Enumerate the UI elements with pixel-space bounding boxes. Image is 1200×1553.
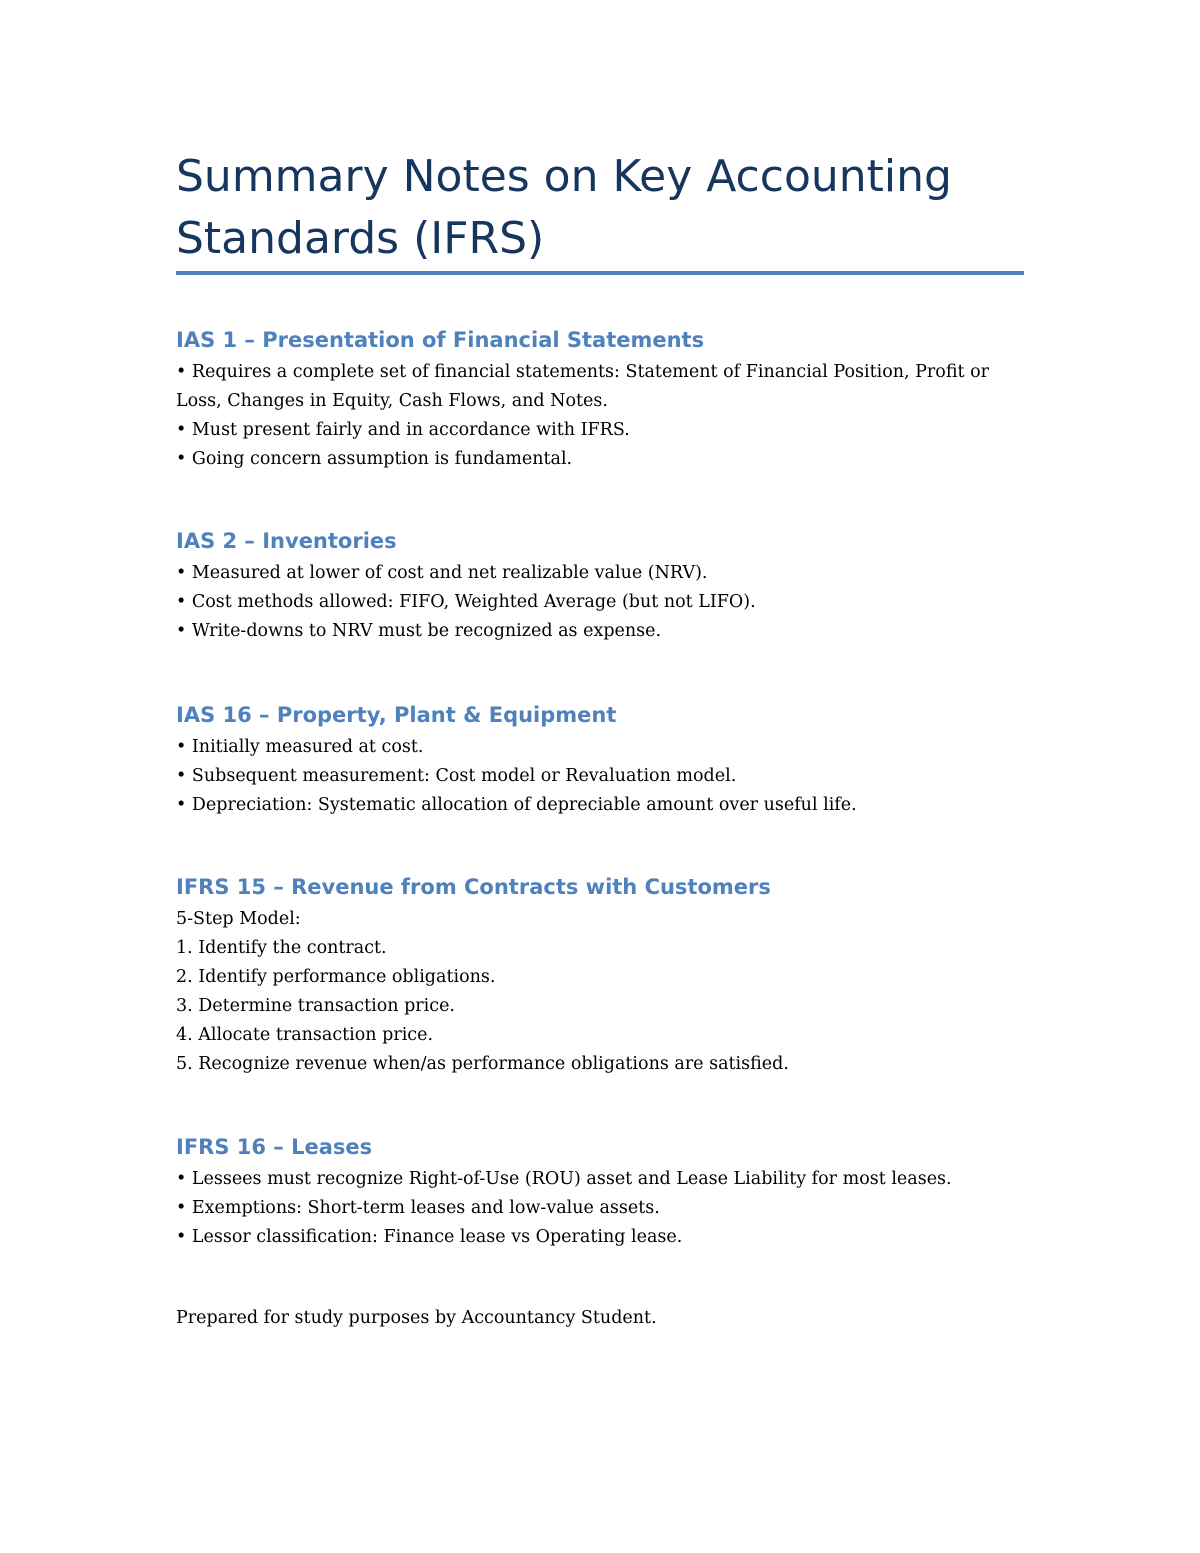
section-ias-1 <box>176 326 1036 474</box>
bullet-line: • Lessor classification: Finance lease vs Operating lease. <box>176 1227 683 1247</box>
section-ias-16 <box>176 701 1036 820</box>
bullet-line: • Going concern assumption is fundamental. <box>176 449 573 469</box>
list-line: 3. Determine transaction price. <box>176 996 455 1016</box>
list-line: 5. Recognize revenue when/as performance obligations are satisfied. <box>176 1054 789 1074</box>
list-line: 2. Identify performance obligations. <box>176 967 496 987</box>
section-heading: IFRS 16 – Leases <box>176 1135 373 1159</box>
bullet-line: • Requires a complete set of financial statements: Statement of Financial Position, Profit or Loss, Changes in Equity, Cash Flows, and Notes. <box>176 362 989 411</box>
section-ifrs-16 <box>176 1133 1036 1252</box>
bullet-line: • Subsequent measurement: Cost model or Revaluation model. <box>176 766 737 786</box>
list-line: 1. Identify the contract. <box>176 938 387 958</box>
bullet-line: • Must present fairly and in accordance with IFRS. <box>176 420 630 440</box>
section-ifrs-15 <box>176 873 1036 1079</box>
bullet-line: • Cost methods allowed: FIFO, Weighted Average (but not LIFO). <box>176 592 756 612</box>
footer-note: Prepared for study purposes by Accountancy Student. <box>176 1308 657 1328</box>
section-heading: IAS 2 – Inventories <box>176 529 397 553</box>
bullet-line: • Lessees must recognize Right-of-Use (ROU) asset and Lease Liability for most leases. <box>176 1169 952 1189</box>
section-ias-2 <box>176 527 1036 646</box>
section-heading: IAS 16 – Property, Plant & Equipment <box>176 703 617 727</box>
list-line: 5-Step Model: <box>176 909 301 929</box>
list-line: 4. Allocate transaction price. <box>176 1025 434 1045</box>
section-heading: IAS 1 – Presentation of Financial Statements <box>176 328 705 352</box>
bullet-line: • Depreciation: Systematic allocation of depreciable amount over useful life. <box>176 795 857 815</box>
bullet-line: • Exemptions: Short-term leases and low-value assets. <box>176 1198 660 1218</box>
page-title: Summary Notes on Key Accounting Standards (IFRS) <box>176 151 952 264</box>
section-heading: IFRS 15 – Revenue from Contracts with Customers <box>176 875 771 899</box>
bullet-line: • Initially measured at cost. <box>176 737 424 757</box>
title-underline <box>176 271 1024 275</box>
bullet-line: • Measured at lower of cost and net realizable value (NRV). <box>176 563 708 583</box>
bullet-line: • Write-downs to NRV must be recognized as expense. <box>176 621 662 641</box>
